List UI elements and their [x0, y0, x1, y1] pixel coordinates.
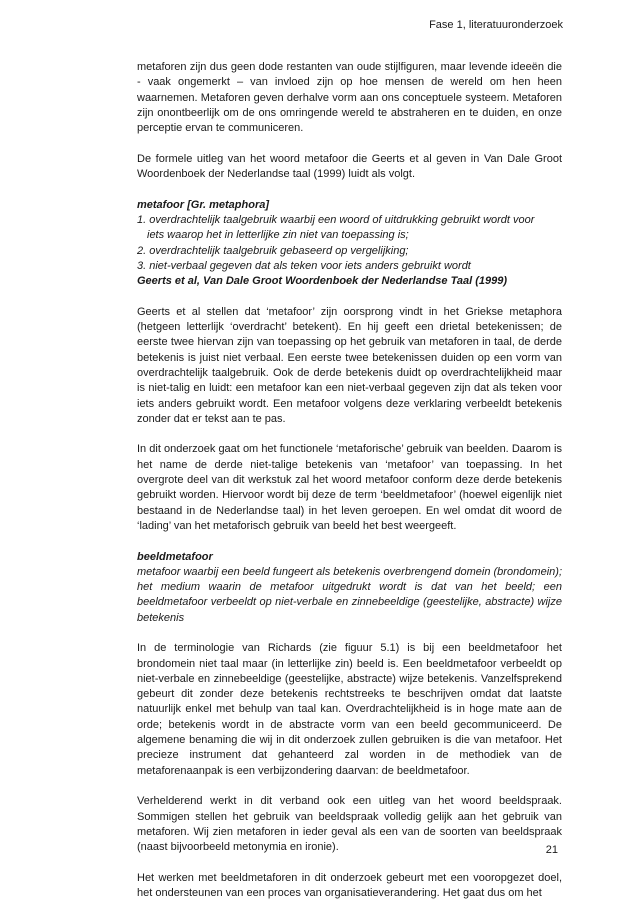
page-body [137, 60, 562, 917]
definition-line: iets waarop het in letterlijke zin niet van toepassing is; [147, 229, 409, 242]
definition-line: 1. overdrachtelijk taalgebruik waarbij een woord of uitdrukking gebruikt wordt voor [137, 213, 535, 226]
paragraph: metaforen zijn dus geen dode restanten van oude stijlfiguren, maar levende ideeën die - vaak ongemerkt – van invloed zijn op hoe mensen de wereld om hen heen waarnemen. Metaforen geven derhalve vorm aan ons conceptuele systeem. Metaforen zijn onontbeerlijk om de ons omringende wereld te abstraheren en te duiden, en onze perceptie ervan te communiceren. [137, 61, 562, 135]
page-number: 21 [545, 844, 558, 856]
paragraph: In dit onderzoek gaat om het functionele ‘metaforische’ gebruik van beelden. Daarom is het name de derde niet-talige betekenis van ‘metafoor’ van toepassing. In het overgrote deel van dit werkstuk zal het woord metafoor conform deze derde betekenis gebruikt worden. Hiervoor wordt bij deze de term ‘beeldmetafoor’ (hoewel eigenlijk niet bestaand in de Nederlandse taal) in het leven geroepen. En wel omdat dit woord de ‘lading’ van het metaforisch gebruik van beeld het best weergeeft. [137, 443, 562, 532]
definition-term: metafoor [Gr. metaphora] [137, 198, 270, 211]
definition-beeldmetafoor [137, 550, 562, 626]
definition-metafoor [137, 198, 562, 290]
paragraph: De formele uitleg van het woord metafoor die Geerts et al geven in Van Dale Groot Woordenboek der Nederlandse taal (1999) luidt als volgt. [137, 152, 562, 181]
definition-term: beeldmetafoor [137, 550, 213, 563]
definition-line: 2. overdrachtelijk taalgebruik gebaseerd op vergelijking; [137, 244, 409, 257]
definition-source: Geerts et al, Van Dale Groot Woordenboek der Nederlandse Taal (1999) [137, 275, 508, 288]
paragraph: Het werken met beeldmetaforen in dit onderzoek gebeurt met een vooropgezet doel, het ondersteunen van een proces van organisatieverandering. Het gaat dus om het [137, 871, 562, 900]
definition-body: metafoor waarbij een beeld fungeert als betekenis overbrengend domein (brondomein); het medium waarin de metafoor uitgedrukt wordt is dat van het beeld; een beeldmetafoor verbeeldt op niet-verbale en zinnebeeldige (geestelijke, abstracte) wijze betekenis [137, 565, 562, 624]
definition-line: 3. niet-verbaal gegeven dat als teken voor iets anders gebruikt wordt [137, 259, 471, 272]
paragraph: Verhelderend werkt in dit verband ook een uitleg van het woord beeldspraak. Sommigen stellen het gebruik van beeldspraak volledig gelijk aan het gebruik van metaforen. Wij zien metaforen in ieder geval als een van de soorten van beeldspraak (naast bijvoorbeeld metonymia en ironie). [137, 795, 562, 854]
paragraph: In de terminologie van Richards (zie figuur 5.1) is bij een beeldmetafoor het brondomein niet taal maar (in letterlijke zin) beeld is. Een beeldmetafoor verbeeldt op niet-verbale en zinnebeeldige (geestelijke, abstracte) wijze betekenis. Vanzelfsprekend gebeurt dit zonder deze betekenis rechtstreeks te beschrijven omdat dat laatste natuurlijk enkel met behulp van taal kan. Overdrachtelijkheid is in hoge mate aan de orde; betekenis wordt in de abstracte vorm van een beeld gecommuniceerd. De algemene benaming die wij in dit onderzoek zullen gebruiken is die van metafoor. Het precieze instrument dat gehanteerd zal worden in de methodiek van de metaforenaanpak is een verbijzondering daarvan: de beeldmetafoor. [137, 642, 562, 777]
paragraph: Geerts et al stellen dat ‘metafoor’ zijn oorsprong vindt in het Griekse metaphora (hetgeen letterlijk ‘overdracht’ betekent). En hij geeft een drietal betekenissen; de eerste twee hiervan zijn van toepassing op het gebruik van metaforen in taal, de derde betekenis is juist niet verbaal. Een eerste twee betekenissen duiden op een vorm van overdrachtelijk taalgebruik. Ook de derde betekenis duidt op overdrachtelijkheid maar is niet-talig en luidt: een metafoor kan een niet-verbaal gegeven zijn dat als teken voor iets anders gebruikt wordt. Een metafoor volgens deze verklaring verbeeldt betekenis zonder dat er tekst aan te pas. [137, 305, 562, 425]
running-header: Fase 1, literatuuronderzoek [429, 19, 563, 31]
